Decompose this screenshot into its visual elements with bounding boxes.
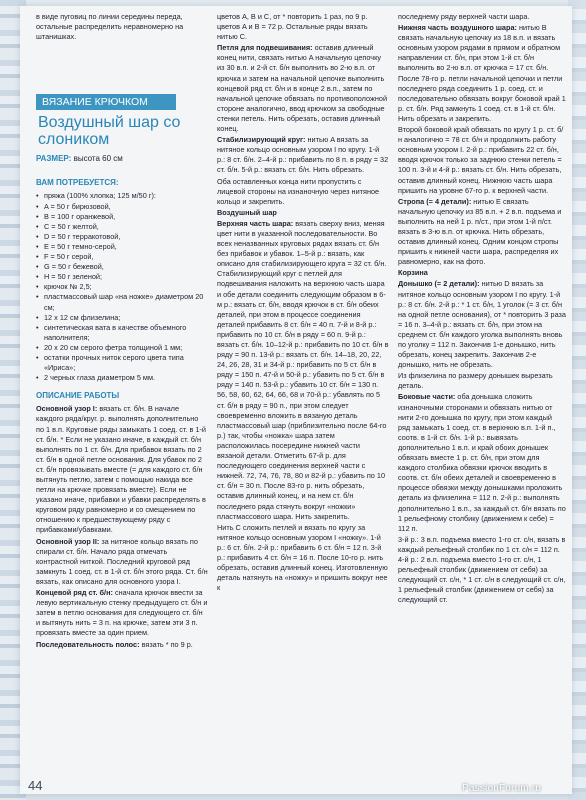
description-heading: ОПИСАНИЕ РАБОТЫ (36, 391, 120, 401)
paragraph-text: вязать сверху вниз, меняя цвет нити в указанной последовательности. Во всех неназванных круговых рядах вязать ст. б/н без прибавок и убавок. 1–5-й р.: вязать, как описано для стабилизирующего круга = 32 ст. б/н. Стабилизирующий круг с петлей для подвешивания наложить на верхнюю часть шара и обе детали соединить следующим образом в 6-м р.: вязать ст. б/н, вводя крючок в ст. б/н обеих деталей, при этом в процессе соединения деталей прибавить 8 ст. б/н = 40 п. 7-й и 8-й р.: прибавить по 10 ст. б/н в ряду = 60 п. 9-й р.: вязать ст. б/н. 10–12-й р.: прибавить по 10 ст. б/н в ряду = 90 п. 13-й р.: вязать ст. б/н. 14–18, 20, 22, 24, 26, 28, 31 и 34-й р.: прибавить по 5 ст. б/н в ряду = 150 п. 47-й и 50-й р.: убавить по 5 ст. б/н в ряду = 140 п. 53-й р.: убавить 10 ст. б/н = 130 п. 56, 58, 60, 62, 64, 66, 68 и 70-й р.: убавлять по 5 ст. б/н в ряду = 90 п., при этом следует своевременно вложить в вязаную деталь пластмассовый шар (приблизительно после 64-го р.) так, чтобы «ножка» шара затем расположилась посередине нижней части вязаной детали. Отметить 67-й р. для последующего соединения верхней части с нижней. 72, 74, 76, 78, 80 и 82-й р.: убавить по 10 ст. б/н = 30 п. После 83-го р. нить обрезать, оставив длинный конец, и на нем ст. б/н последнего ряда стянуть вокруг «ножки» пластмассового шара. Нить закрепить. (217, 218, 389, 521)
paragraph-lead: Верхняя часть шара: (217, 218, 294, 228)
column-1 (36, 12, 208, 651)
paragraph-lead: Основной узор II: (36, 536, 100, 546)
paragraph (36, 588, 208, 638)
paragraph-lead: Стропа (= 4 детали): (398, 196, 472, 206)
list-item: • D = 50 г терракотовой, (36, 232, 208, 242)
paragraph: 3-й р.: 3 в.п. подъема вместо 1-го ст. с/н, вязать в каждый рельефный столбик по 1 ст. с/н = 112 п. 4-й р.: 2 в.п. подъема вместо 1-го ст. с/н, 1 рельефный столбик (движением от себя) за следующий ст. с/н, * 1 ст. с/н в следующий ст. с/н, 1 рельефный столбик (движением от себя) за следующий ст. (398, 534, 566, 605)
paragraph (398, 23, 566, 124)
subheading: Корзина (398, 268, 428, 278)
section-banner: ВЯЗАНИЕ КРЮЧКОМ (36, 94, 176, 110)
column-3 (398, 12, 566, 606)
paragraph (398, 392, 566, 533)
paragraph-text: вязать ст. б/н. В начале каждого ряда/круг. р. выполнять дополнительно по 1 в.п. Круговые ряды замыкать 1 соед. ст. в 1-й ст. б/н. * Если не указано иначе, в каждый ст. б/н выполнять по 1 ст. б/н. Для прибавок вязать по 2 ст. б/н в одной петле основания. Для убавок по 2 ст. б/н провязывать вместе (= для каждого ст. б/н вытянуть петлю, затем с помощью накида все петли на крючке провязать вместе). Если не указано иначе, прибавки и убавки распределять в круговом ряду равномерно и со смещением по отношению к предшествующему ряду с прибавками/убавками. (36, 404, 207, 535)
paragraph-lead: Основной узор I: (36, 404, 98, 414)
paragraph-lead: Боковые части: (398, 392, 456, 402)
list-item: • C = 50 г желтой, (36, 222, 208, 232)
intro-text: в виде пуговиц по линии середины переда, остальные распределить неравномерно на штанишках. (36, 12, 184, 42)
list-item: • крючок № 2,5; (36, 282, 208, 292)
list-item: • A = 50 г бирюзовой, (36, 202, 208, 212)
paragraph: последнему ряду верхней части шара. (398, 12, 530, 21)
paragraph: Оба оставленных конца нити пропустить с лицевой стороны на изнаночную через нитяное кольцо и закрепить. (217, 176, 380, 206)
paragraph-text: нитью B связать начальную цепочку из 18 в.п. и вязать основным узором рядами в прямом и обратном направлении ст. б/н, при этом 1-й ст. б/н выполнить во 2-ю в.п. от крючка = 17 ст. б/н. После 78-го р. петли начальной цепочки и петли последнего ряда соединить 1 р. соед. ст. и последовательно обвязать вокруг боковой край 1 р. ст. б/н. Ряд замкнуть 1 соед. ст. в 1-й ст. б/н. Нить обрезать и закрепить. (398, 23, 566, 123)
paragraph: Из флизелина по размеру донышек вырезать деталь. (398, 371, 553, 391)
paragraph (36, 640, 208, 650)
list-item: • 20 х 20 см серого фетра толщиной 1 мм; (36, 343, 208, 353)
list-item: • F = 50 г серой, (36, 252, 208, 262)
paragraph-lead: Петля для подвешивания: (217, 43, 313, 53)
paragraph (398, 197, 566, 268)
paragraph: Второй боковой край обвязать по кругу 1 р. ст. б/н аналогично = 78 ст. б/н и продолжить работу основным узором I. 2-й р.: прибавить 22 ст. б/н, вводя крючок только за заднюю стенки петель = 100 п. 3-й и 4-й р.: вязать ст. б/н. Нить обрезать, оставив длинный конец. Нижнюю часть шара пришить на уровне 67-го р. к верхней части. (398, 125, 564, 195)
list-item: • E = 50 г темно-серой, (36, 242, 208, 252)
size-line (36, 154, 208, 164)
list-item: • H = 50 г зеленой; (36, 272, 208, 282)
paragraph-lead: Стабилизирующий круг: (217, 135, 306, 145)
paragraph-text: нитью A вязать за нитяное кольцо основным узором I по кругу. 1-й р.: 8 ст. б/н. 2–4-й р.: прибавить по 8 п. в ряду = 32 ст. б/н. 5-й р.: вязать ст. б/н. Нить обрезать. (217, 135, 389, 175)
list-item: • пластмассовый шар «на ножке» диаметром 20 см; (36, 292, 208, 312)
list-item: • 2 черных глаза диаметром 5 мм. (36, 373, 208, 383)
paragraph-text: нитью E связать начальную цепочку из 85 в.п. + 2 в.п. подъема и выполнить на ней 1 р. п/ст., при этом 1-й п/ст. вязать в 3-ю в.п. от крючка. Нить обрезать, оставив длинный конец. Одним концом стропы пришить к нижней части шара, распределяя их равномерно, как на фото. (398, 196, 562, 267)
subheading: Воздушный шар (217, 207, 277, 217)
column-2 (217, 12, 389, 594)
list-item: • G = 50 г бежевой, (36, 262, 208, 272)
paragraph-lead: Концевой ряд ст. б/н: (36, 588, 113, 598)
watermark: PassionForum.ru (462, 783, 542, 794)
size-label: РАЗМЕР: (36, 154, 72, 164)
paragraph (217, 43, 389, 134)
size-value: высота 60 см (73, 154, 123, 164)
materials-heading: ВАМ ПОТРЕБУЕТСЯ: (36, 178, 119, 188)
paragraph (36, 404, 208, 535)
paragraph (36, 537, 208, 587)
list-item: • 12 х 12 см флизелина; (36, 313, 208, 323)
paragraph-text: сначала крючок ввести за левую вертикальную стенку предыдущего ст. б/н и затем в петлю основания для следующего ст. б/н и вытянуть нить = 3 п. на крючке, затем эти 3 п. провязать вместе за один прием. (36, 588, 208, 638)
paragraph-text: за нитяное кольцо вязать по спирали ст. б/н. Начало ряда отмечать контрастной ниткой. Последний круговой ряд замкнуть 1 соед. ст. в 1-й ст. б/н этого ряда. Ст. б/н вязать, как описано для основного узора I. (36, 536, 208, 586)
page-number: 44 (28, 778, 43, 793)
paragraph-lead: Нижняя часть воздушного шара: (398, 23, 517, 33)
list-item: • синтетическая вата в качестве объемного наполнителя; (36, 323, 208, 343)
materials-list (36, 191, 208, 383)
paragraph-text: вязать * по 9 р. (141, 639, 193, 649)
list-item: • остатки прочных ниток серого цвета типа «Ириса»; (36, 353, 208, 373)
paragraph: цветов A, B и C, от * повторить 1 раз, по 9 р. цветов A и B = 72 р. Остальные ряды вязать нитью C. (217, 12, 368, 42)
paragraph (398, 279, 566, 370)
paragraph-lead: Последовательность полос: (36, 639, 140, 649)
paragraph-text: нитью D вязать за нитяное кольцо основным узором I по кругу. 1-й р.: 8 ст. б/н. 2-й р.: * 1 ст. б/н, 1 уголок (= 3 ст. б/н на одной петле основания), от * повторить 3 раза = 16 п. 3–4-й р.: вязать ст. б/н, при этом на среднем ст. б/н каждого уголка выполнять вновь по уголку = 112 п. Закончив 1-е донышко, нить обрезать, конец закрепить. Закончив 2-е донышко, нить не обрезать. (398, 279, 566, 370)
paragraph (217, 219, 389, 522)
paragraph-text: оба донышка сложить изнаночными сторонами и обвязать нитью от нити 2-го донышка по кругу, при этом каждый ряд замыкать 1 соед. ст. в верхнюю в.п. 1-й п., соотв. в 1-й ст. б/н. 1-й р.: вывязать дополнительно 1 в.п. и край обоих донышек обвязать вместе 1 р. ст. б/н, при этом для каждого столбика обвязки крючок вводить в соотв. ст. б/н обеих деталей и своевременно в процессе обвязки между донышками проложить деталь из флизелина = 112 п. 2-й р.: выполнять дополнительно 1 в.п., за каждый ст. б/н вязать по 1 рельефному столбику (движением к себе) = 112 п. (398, 392, 566, 533)
list-item: • B = 100 г оранжевой, (36, 212, 208, 222)
paragraph-text: оставив длинный конец нити, связать нитью A начальную цепочку из 30 в.п. и 2-й ст. б/н выполнить во 2-ю в.п. от крючка и затем на начальной цепочке выполнить концевой ряд ст. б/н и в конце 2 в.п., затем по начальной цепочке обвязать по противоположной стороне аналогично, ввод крючком за свободные стенки петель. Нить обрезать, оставив длинный конец. (217, 43, 388, 134)
paragraph-lead: Донышко (= 2 детали): (398, 279, 480, 289)
article-title: Воздушный шар со слоником (38, 114, 181, 149)
paragraph: Нить C сложить петлей и вязать по кругу за нитяное кольцо основным узором I «ножку». 1-й р.: 6 ст. б/н. 2-й р.: прибавить 6 ст. б/н = 12 п. 3-й р.: прибавить 4 ст. б/н = 16 п. После 10-го р. нить обрезать, оставив длинный конец. Изготовленную деталь натянуть на «ножку» и пришить вокруг нее к (217, 522, 388, 593)
list-item: • пряжа (100% хлопка; 125 м/50 г): (36, 191, 208, 201)
paragraph (217, 135, 389, 175)
